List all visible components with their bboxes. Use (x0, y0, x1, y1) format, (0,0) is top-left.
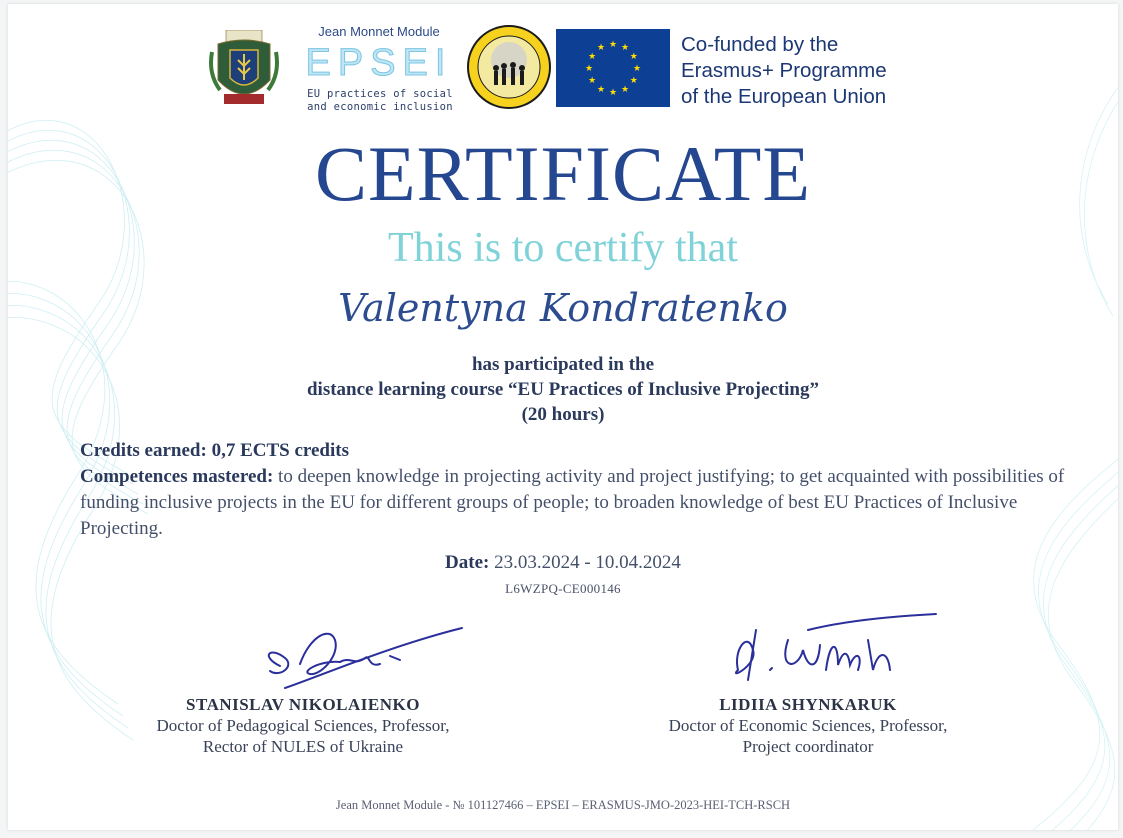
course-description (8, 352, 1118, 427)
competences-label: Competences mastered: (80, 466, 274, 487)
erasmus-line-3: of the European Union (681, 85, 887, 108)
ngo-round-logo-icon (466, 24, 552, 110)
certificate-code: L6WZPQ-CE000146 (505, 581, 621, 596)
signatory-coordinator (628, 694, 988, 757)
eu-star-icon: ★ (584, 63, 594, 73)
participated-line: has participated in the (471, 354, 655, 375)
certificate-title: CERTIFICATE (315, 130, 811, 217)
certify-line: This is to certify that (388, 225, 738, 271)
credits-earned: Credits earned: 0,7 ECTS credits (80, 440, 349, 461)
course-dates (8, 552, 1118, 574)
competences-mastered (80, 464, 1070, 542)
erasmus-cofunding-text (681, 32, 887, 110)
eu-star-icon: ★ (588, 75, 597, 85)
signatory-name: STANISLAV NIKOLAIENKO (186, 695, 420, 714)
eu-flag-icon (556, 29, 670, 107)
eu-star-icon: ★ (620, 42, 630, 53)
signatory-position: Project coordinator (742, 737, 874, 756)
course-hours: (20 hours) (521, 404, 605, 425)
competences-text: to deepen knowledge in projecting activity and project justifying; to get acquainted with possibilities of funding inclusive projects in the EU for different groups of people; to broaden knowledge of best EU Practices of Inclusive Projecting. (80, 466, 1065, 539)
erasmus-line-2: Erasmus+ Programme (681, 59, 887, 82)
eu-star-icon: ★ (588, 51, 597, 61)
footer-module-reference: Jean Monnet Module - № 101127466 – EPSEI – ERASMUS-JMO-2023-HEI-TCH-RSCH (335, 798, 791, 812)
coordinator-signature (708, 610, 948, 690)
signatory-position: Rector of NULES of Ukraine (202, 737, 404, 756)
epsei-subtitle-line-1: EU practices of social (307, 88, 453, 100)
date-value: 23.03.2024 - 10.04.2024 (489, 552, 681, 573)
eu-star-icon: ★ (620, 83, 630, 94)
eu-star-icon: ★ (608, 87, 618, 97)
eu-star-icon: ★ (596, 83, 606, 94)
epsei-subtitle (298, 88, 462, 114)
signatory-name: LIDIIA SHYNKARUK (719, 695, 897, 714)
certificate-page (8, 4, 1118, 830)
eu-star-icon: ★ (596, 42, 606, 53)
signatory-rector (118, 694, 488, 757)
course-line: distance learning course “EU Practices of Inclusive Projecting” (306, 379, 820, 400)
signatory-title: Doctor of Economic Sciences, Professor, (668, 716, 948, 735)
eu-star-icon: ★ (629, 75, 638, 85)
erasmus-line-1: Co-funded by the (681, 33, 839, 56)
university-crest-icon (208, 30, 280, 110)
rector-signature (240, 616, 470, 696)
epsei-subtitle-line-2: and economic inclusion (307, 101, 453, 113)
signatory-title: Doctor of Pedagogical Sciences, Professor, (156, 716, 450, 735)
eu-star-icon: ★ (629, 51, 638, 61)
eu-star-icon: ★ (632, 63, 642, 73)
eu-star-icon: ★ (608, 39, 618, 49)
epsei-logo: EPSEI (305, 42, 453, 84)
jean-monnet-module-title: Jean Monnet Module (318, 24, 440, 39)
recipient-name: Valentyna Kondratenko (338, 286, 788, 330)
date-label: Date: (445, 552, 490, 573)
